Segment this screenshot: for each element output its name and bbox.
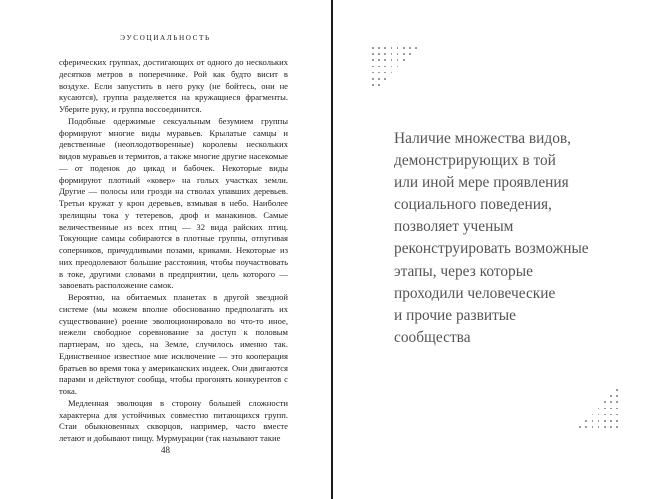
dot <box>378 47 380 49</box>
dot <box>592 426 594 428</box>
dot <box>372 47 374 49</box>
paragraph: Подобные одержимые сексуальным безумием группы формируют многие виды муравьев. Крылатые самцы и девственные (неоплодотворенные) королевы нескольких видов муравьев и термитов, а также многие другие насекомые — от поденок до цикад и бабочек. Некоторые виды формируют плотный «ковер» на голых участках земли. Другие — полосы или грозди на стволах упавших деревьев. Третьи кружат у крон деревьев, взмывая в небо. Наиболее зрелищны тока у тетеревов, дроф и манакинов. Самые величественные из всех птиц — 32 вида райских птиц. Токующие самцы собираются в плотные группы, отпугивая соперников, причудливыми позами, криками. Некоторые из них преодолевают большие расстояния, чтобы поучаствовать в токе, другими словами в предприятии, цель которого — завоевать расположение самок. <box>59 115 288 291</box>
quote-line: Наличие множества видов, <box>394 130 572 147</box>
quote-line: реконструировать возможные <box>394 240 589 258</box>
quote-line: или иной мере проявления <box>394 174 569 192</box>
dot <box>378 66 380 68</box>
quote-line: сообщества <box>394 328 471 346</box>
dot <box>384 47 386 49</box>
dot <box>616 426 618 428</box>
dot <box>403 47 405 49</box>
paragraph: Медленная эволюция в сторону большей сложности характерна для устойчивых совместно питающихся групп. Стаи обыкновенных скворцов, например, часто вместе летают и добывают пищу. Мурмурации (так называют такие <box>59 397 288 443</box>
dot <box>384 66 386 68</box>
dot <box>378 84 380 86</box>
dot <box>579 426 581 428</box>
page-number: 48 <box>161 445 170 455</box>
dot <box>378 59 380 61</box>
dot <box>372 59 374 61</box>
dot <box>616 389 618 391</box>
quote-line: социального поведения, <box>394 196 552 214</box>
dot <box>616 420 618 422</box>
dot <box>610 408 612 410</box>
left-page <box>0 0 331 499</box>
dot <box>610 420 612 422</box>
quote-line: и прочие развитые <box>394 306 516 324</box>
dot <box>415 47 417 49</box>
dot <box>409 53 411 55</box>
dot <box>604 408 606 410</box>
dot <box>391 53 393 55</box>
dot <box>384 78 386 80</box>
dot <box>391 47 393 49</box>
pull-quote <box>394 128 634 349</box>
dot <box>378 78 380 80</box>
paragraph: сферических группах, достигающих от одного до нескольких десятков метров в поперечнике. Рой как будто висит в воздухе. Если запустить в него руку (не бойтесь, они не кусаются), группа разделяется на кружащиеся фрагменты. Уберите руку, и группа воссоединится. <box>59 57 288 114</box>
running-head: ЭУСОЦИАЛЬНОСТЬ <box>120 34 211 42</box>
dot <box>409 47 411 49</box>
dot <box>403 59 405 61</box>
dot <box>610 395 612 397</box>
dot <box>616 395 618 397</box>
dot <box>604 420 606 422</box>
quote-line: демонстрирующих в той <box>394 152 556 170</box>
dot <box>378 53 380 55</box>
dot <box>403 53 405 55</box>
dot <box>391 59 393 61</box>
dot <box>372 66 374 68</box>
dot <box>610 401 612 403</box>
paragraph: Вероятно, на обитаемых планетах в другой звездной системе (мы можем вполне обоснованно предполагать их существование) роение эволюционировало во что-то иное, нежели свободное соревнование за доступ к половым партнерам, но здесь, на Земле, случилось именно так. Единственное известное мне исключение — это кооперация братьев во время тока у американских индеек. Они двигаются парами и действуют сообща, чтобы прогонять конкурентов с тока. <box>59 292 288 396</box>
dot <box>616 401 618 403</box>
dot <box>616 408 618 410</box>
dot <box>372 84 374 86</box>
dot <box>604 426 606 428</box>
body-text <box>59 57 288 445</box>
dot <box>610 426 612 428</box>
dot <box>372 53 374 55</box>
quote-line: проходили человеческие <box>394 284 556 302</box>
dot <box>384 59 386 61</box>
dot <box>604 401 606 403</box>
dot <box>585 426 587 428</box>
quote-line: позволяет ученым <box>394 218 514 236</box>
dot <box>592 420 594 422</box>
dot <box>372 78 374 80</box>
dot <box>384 53 386 55</box>
dot <box>585 420 587 422</box>
quote-line: этапы, через которые <box>394 262 533 280</box>
